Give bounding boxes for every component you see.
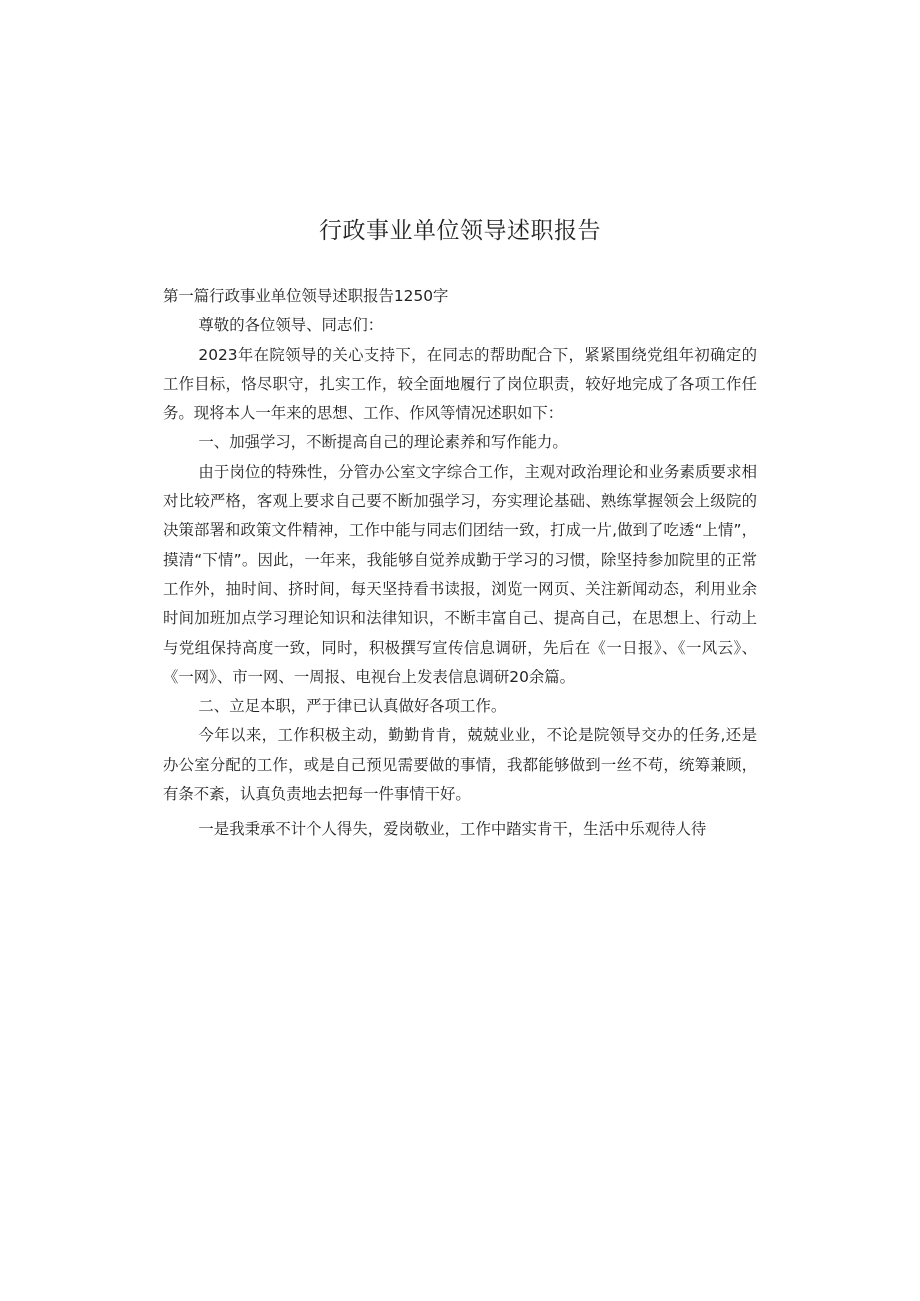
document-title: 行政事业单位领导述职报告 [319,218,601,244]
paragraph-salutation: 尊敬的各位领导、同志们： [198,316,384,335]
paragraph-first-point: 一是我秉承不计个人得失，爱岗敬业，工作中踏实肯干，生活中乐观待人待 [198,820,707,839]
paragraph-intro: 2023年在院领导的关心支持下，在同志的帮助配合下，紧紧围绕党组年初确定的工作目标，恪尽职守，扎实工作，较全面地履行了岗位职责，较好地完成了各项工作任务。现将本人一年来的思想、工作、作风等情况述职如下： [163,345,757,423]
paragraph-study: 由于岗位的特殊性，分管办公室文字综合工作，主观对政治理论和业务素质要求相对比较严格，客观上要求自己要不断加强学习，夯实理论基础、熟练掌握领会上级院的决策部署和政策文件精神，工作中能与同志们团结一致，打成一片,做到了吃透“上情”，摸清“下情”。因此，一年来，我能够自觉养成勤于学习的习惯，除坚持参加院里的正常工作外，抽时间、挤时间，每天坚持看书读报，浏览一网页、关注新闻动态，利用业余时间加班加点学习理论知识和法律知识，不断丰富自己、提高自己，在思想上、行动上与党组保持高度一致，同时，积极撰写宣传信息调研，先后在《一日报》、《一风云》、《一网》、市一网、一周报、电视台上发表信息调研20余篇。 [163,462,757,686]
document-body [163,282,757,845]
document-subtitle: 第一篇行政事业单位领导述职报告1250字 [163,287,449,305]
section-heading-1: 一、加强学习，不断提高自己的理论素养和写作能力。 [198,433,568,452]
section-heading-2: 二、立足本职，严于律已认真做好各项工作。 [198,697,507,716]
paragraph-work: 今年以来，工作积极主动，勤勤肯肯，兢兢业业，不论是院领导交办的任务,还是办公室分配的工作，或是自己预见需要做的事情，我都能够做到一丝不苟，统筹兼顾，有条不紊，认真负责地去把每一件事情干好。 [163,726,757,804]
